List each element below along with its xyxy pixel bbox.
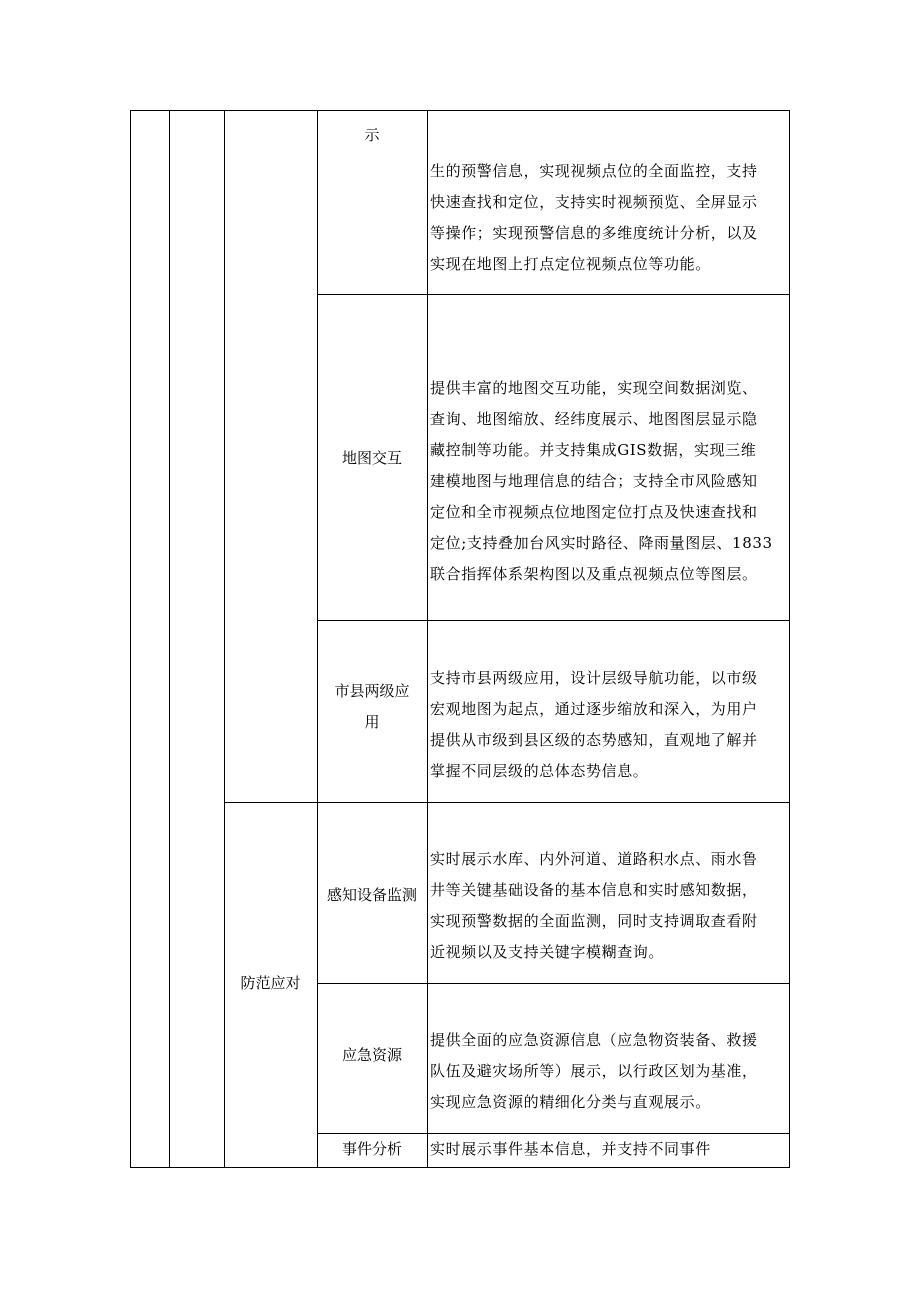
item-label: 用 — [364, 713, 380, 731]
group-label: 防范应对 — [240, 974, 301, 992]
table-cell-description — [430, 663, 788, 787]
description-line: 宏观地图为起点，通过逐步缩放和深入，为用户 — [430, 700, 758, 718]
table-border-bottom — [130, 1167, 790, 1168]
description-line: 查询、地图缩放、经纬度展示、地图图层显示隐 — [430, 410, 758, 428]
group-divider — [224, 802, 790, 803]
description-line: 近视频以及支持关键字模糊查询。 — [430, 943, 665, 961]
description-line: 等操作；实现预警信息的多维度统计分析，以及 — [430, 224, 758, 242]
description-line: 实现预警数据的全面监测，同时支持调取查看附 — [430, 912, 758, 930]
description-line: 队伍及避灾场所等）展示，以行政区划为基准， — [430, 1062, 758, 1080]
description-line: 快速查找和定位，支持实时视频预览、全屏显示 — [430, 193, 758, 211]
table-cell-description — [430, 373, 788, 590]
column-divider — [224, 110, 225, 1168]
description-line: 实现在地图上打点定位视频点位等功能。 — [430, 255, 711, 273]
description-line: 支持市县两级应用，设计层级导航功能，以市级 — [430, 669, 758, 687]
table-cell-group — [224, 968, 317, 999]
description-line: 生的预警信息，实现视频点位的全面监控，支持 — [430, 162, 758, 180]
description-line: 提供从市级到县区级的态势感知，直观地了解并 — [430, 731, 758, 749]
description-line: 定位和全市视频点位地图定位打点及快速查找和 — [430, 503, 758, 521]
table-border-left — [130, 110, 131, 1168]
table-cell-item — [317, 120, 427, 151]
description-line: 实时展示水库、内外河道、道路积水点、雨水鲁 — [430, 850, 758, 868]
column-divider — [169, 110, 170, 1168]
table-cell-item — [317, 880, 427, 911]
item-label: 地图交互 — [341, 449, 402, 467]
table-cell-item — [317, 1134, 427, 1165]
description-line: 建模地图与地理信息的结合；支持全市风险感知 — [430, 472, 758, 490]
row-divider — [317, 620, 790, 621]
item-label: 示 — [364, 126, 380, 144]
row-divider — [317, 983, 790, 984]
table-cell-description — [430, 844, 788, 968]
table-cell-description — [430, 1134, 788, 1165]
description-line: 实时展示事件基本信息，并支持不同事件 — [430, 1140, 711, 1158]
column-divider — [317, 110, 318, 1168]
description-line: 联合指挥体系架构图以及重点视频点位等图层。 — [430, 565, 758, 583]
item-label: 市县两级应 — [334, 682, 410, 700]
description-line: 定位;支持叠加台风实时路径、降雨量图层、1833 — [430, 534, 773, 552]
description-line: 井等关键基础设备的基本信息和实时感知数据， — [430, 881, 758, 899]
description-line: 藏控制等功能。并支持集成GIS数据，实现三维 — [430, 441, 757, 459]
table-cell-description — [430, 156, 788, 280]
table-border-top — [130, 110, 790, 111]
table-cell-item — [317, 676, 427, 738]
table-cell-description — [430, 1025, 788, 1118]
table-cell-item — [317, 1040, 427, 1071]
table-border-right — [789, 110, 790, 1168]
item-label: 应急资源 — [341, 1046, 402, 1064]
description-line: 掌握不同层级的总体态势信息。 — [430, 762, 649, 780]
description-line: 实现应急资源的精细化分类与直观展示。 — [430, 1093, 711, 1111]
column-divider — [427, 110, 428, 1168]
description-line: 提供全面的应急资源信息（应急物资装备、救援 — [430, 1031, 758, 1049]
table-cell-item — [317, 443, 427, 474]
description-line: 提供丰富的地图交互功能，实现空间数据浏览、 — [430, 379, 758, 397]
item-label: 感知设备监测 — [326, 886, 417, 904]
row-divider — [317, 294, 790, 295]
item-label: 事件分析 — [341, 1140, 402, 1158]
